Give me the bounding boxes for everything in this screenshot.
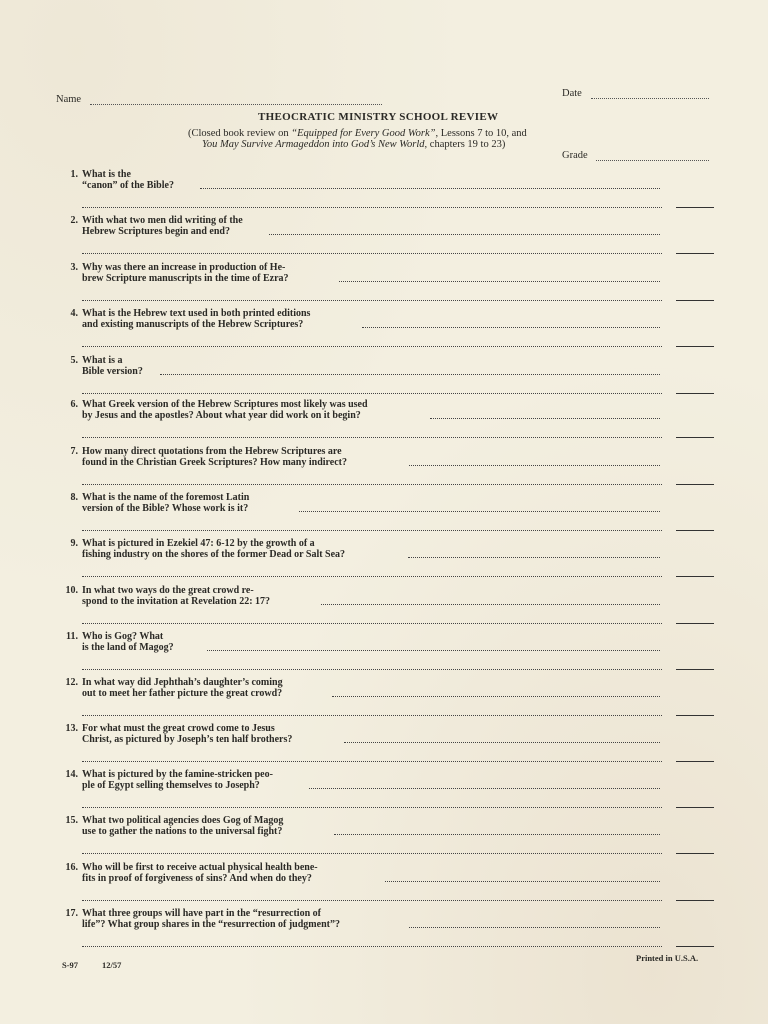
question-number: 16. <box>65 862 78 873</box>
question-text-line-1: Who is Gog? What <box>82 631 164 642</box>
answer-line-2[interactable] <box>82 853 662 854</box>
question-text-line-1: What is the name of the foremost Latin <box>82 492 250 503</box>
form-code: S-97 <box>62 960 79 970</box>
question-text-line-2: life”? What group shares in the “resurrection of judgment”? <box>82 919 340 930</box>
question-grade-blank[interactable] <box>676 807 714 808</box>
question-grade-blank[interactable] <box>676 484 714 485</box>
answer-line-2[interactable] <box>82 576 662 577</box>
question-text-line-1: In what two ways do the great crowd re- <box>82 585 254 596</box>
question-number: 1. <box>70 169 78 180</box>
answer-line-2[interactable] <box>82 207 662 208</box>
answer-line[interactable] <box>430 418 660 419</box>
printed-in-label: Printed in U.S.A. <box>636 953 699 963</box>
question-grade-blank[interactable] <box>676 346 714 347</box>
answer-line-2[interactable] <box>82 393 662 394</box>
grade-label: Grade <box>562 150 588 161</box>
subtitle-text-c: , Lessons 7 to 10, and <box>435 128 527 139</box>
question-grade-blank[interactable] <box>676 669 714 670</box>
question-grade-blank[interactable] <box>676 253 714 254</box>
question-number: 14. <box>65 769 78 780</box>
answer-line-2[interactable] <box>82 346 662 347</box>
question-text-line-2: version of the Bible? Whose work is it? <box>82 503 249 514</box>
answer-line-2[interactable] <box>82 761 662 762</box>
question-text-line-2: use to gather the nations to the universal fight? <box>82 826 283 837</box>
question-number: 7. <box>70 446 78 457</box>
question-text-line-2: and existing manuscripts of the Hebrew Scriptures? <box>82 319 304 330</box>
answer-line[interactable] <box>334 834 660 835</box>
answer-line-2[interactable] <box>82 484 662 485</box>
answer-line-2[interactable] <box>82 715 662 716</box>
question-grade-blank[interactable] <box>676 761 714 762</box>
answer-line[interactable] <box>344 742 660 743</box>
subtitle-book-title-2: You May Survive Armageddon into God’s New World <box>202 139 425 150</box>
question-text-line-2: ple of Egypt selling themselves to Joseph? <box>82 780 260 791</box>
question-text-line-1: Why was there an increase in production of He- <box>82 262 286 273</box>
answer-line-2[interactable] <box>82 253 662 254</box>
subtitle-line-2 <box>202 139 505 150</box>
answer-line[interactable] <box>339 281 660 282</box>
answer-line[interactable] <box>321 604 660 605</box>
question-number: 5. <box>70 355 78 366</box>
answer-line[interactable] <box>200 188 660 189</box>
answer-line-2[interactable] <box>82 946 662 947</box>
question-number: 12. <box>65 677 78 688</box>
question-number: 8. <box>70 492 78 503</box>
question-text-line-2: found in the Christian Greek Scriptures? How many indirect? <box>82 457 348 468</box>
question-number: 13. <box>65 723 78 734</box>
date-field[interactable] <box>591 88 709 99</box>
question-grade-blank[interactable] <box>676 946 714 947</box>
question-text-line-1: Who will be first to receive actual physical health bene- <box>82 862 318 873</box>
question-grade-blank[interactable] <box>676 576 714 577</box>
answer-line[interactable] <box>207 650 660 651</box>
question-text-line-2: Bible version? <box>82 366 143 377</box>
question-grade-blank[interactable] <box>676 393 714 394</box>
question-number: 15. <box>65 815 78 826</box>
question-text-line-1: In what way did Jephthah’s daughter’s coming <box>82 677 283 688</box>
question-number: 3. <box>70 262 78 273</box>
question-grade-blank[interactable] <box>676 715 714 716</box>
grade-field[interactable] <box>596 150 709 161</box>
question-grade-blank[interactable] <box>676 300 714 301</box>
question-text-line-1: What is a <box>82 355 123 366</box>
answer-line[interactable] <box>332 696 660 697</box>
question-text-line-1: What is pictured in Ezekiel 47: 6-12 by the growth of a <box>82 538 315 549</box>
answer-line-2[interactable] <box>82 300 662 301</box>
subtitle-book-title: “Equipped for Every Good Work” <box>291 128 436 139</box>
answer-line[interactable] <box>385 881 660 882</box>
question-text-line-1: What is the <box>82 169 131 180</box>
question-text-line-1: What two political agencies does Gog of Magog <box>82 815 284 826</box>
question-number: 6. <box>70 399 78 410</box>
answer-line-2[interactable] <box>82 623 662 624</box>
name-label: Name <box>56 94 82 105</box>
question-text-line-2: is the land of Magog? <box>82 642 174 653</box>
question-text-line-1: What three groups will have part in the “resurrection of <box>82 908 321 919</box>
date-label: Date <box>562 88 582 99</box>
form-date: 12/57 <box>102 960 122 970</box>
question-text-line-1: What is pictured by the famine-stricken peo- <box>82 769 273 780</box>
question-number: 4. <box>70 308 78 319</box>
name-field[interactable] <box>90 94 382 105</box>
answer-line[interactable] <box>160 374 660 375</box>
question-grade-blank[interactable] <box>676 623 714 624</box>
answer-line-2[interactable] <box>82 807 662 808</box>
question-grade-blank[interactable] <box>676 437 714 438</box>
question-text-line-2: brew Scripture manuscripts in the time of Ezra? <box>82 273 289 284</box>
answer-line-2[interactable] <box>82 530 662 531</box>
question-text-line-1: For what must the great crowd come to Jesus <box>82 723 275 734</box>
answer-line[interactable] <box>309 788 660 789</box>
question-number: 10. <box>65 585 78 596</box>
question-text-line-2: “canon” of the Bible? <box>82 180 174 191</box>
subtitle-text-d: , chapters 19 to 23) <box>424 139 506 150</box>
answer-line[interactable] <box>409 465 660 466</box>
question-text-line-2: spond to the invitation at Revelation 22: 17? <box>82 596 271 607</box>
question-text-line-1: With what two men did writing of the <box>82 215 243 226</box>
answer-line[interactable] <box>269 234 660 235</box>
question-number: 11. <box>66 631 78 642</box>
question-text-line-2: fits in proof of forgiveness of sins? And when do they? <box>82 873 312 884</box>
question-text-line-2: fishing industry on the shores of the former Dead or Salt Sea? <box>82 549 346 560</box>
answer-line-2[interactable] <box>82 437 662 438</box>
question-grade-blank[interactable] <box>676 530 714 531</box>
question-text-line-1: What is the Hebrew text used in both printed editions <box>82 308 311 319</box>
page-title: THEOCRATIC MINISTRY SCHOOL REVIEW <box>258 111 499 123</box>
answer-line[interactable] <box>409 927 660 928</box>
question-text-line-2: Hebrew Scriptures begin and end? <box>82 226 230 237</box>
question-number: 9. <box>70 538 78 549</box>
answer-line[interactable] <box>299 511 660 512</box>
question-number: 2. <box>70 215 78 226</box>
subtitle-line-1 <box>188 128 527 139</box>
question-text-line-2: Christ, as pictured by Joseph’s ten half brothers? <box>82 734 293 745</box>
question-text-line-2: by Jesus and the apostles? About what year did work on it begin? <box>82 410 361 421</box>
answer-line[interactable] <box>408 557 660 558</box>
question-grade-blank[interactable] <box>676 853 714 854</box>
question-text-line-2: out to meet her father picture the great crowd? <box>82 688 283 699</box>
question-number: 17. <box>65 908 78 919</box>
question-text-line-1: How many direct quotations from the Hebrew Scriptures are <box>82 446 342 457</box>
answer-line[interactable] <box>362 327 660 328</box>
answer-line-2[interactable] <box>82 669 662 670</box>
answer-line-2[interactable] <box>82 900 662 901</box>
subtitle-text-a: (Closed book review on <box>188 128 292 139</box>
question-grade-blank[interactable] <box>676 207 714 208</box>
question-text-line-1: What Greek version of the Hebrew Scriptures most likely was used <box>82 399 368 410</box>
question-grade-blank[interactable] <box>676 900 714 901</box>
